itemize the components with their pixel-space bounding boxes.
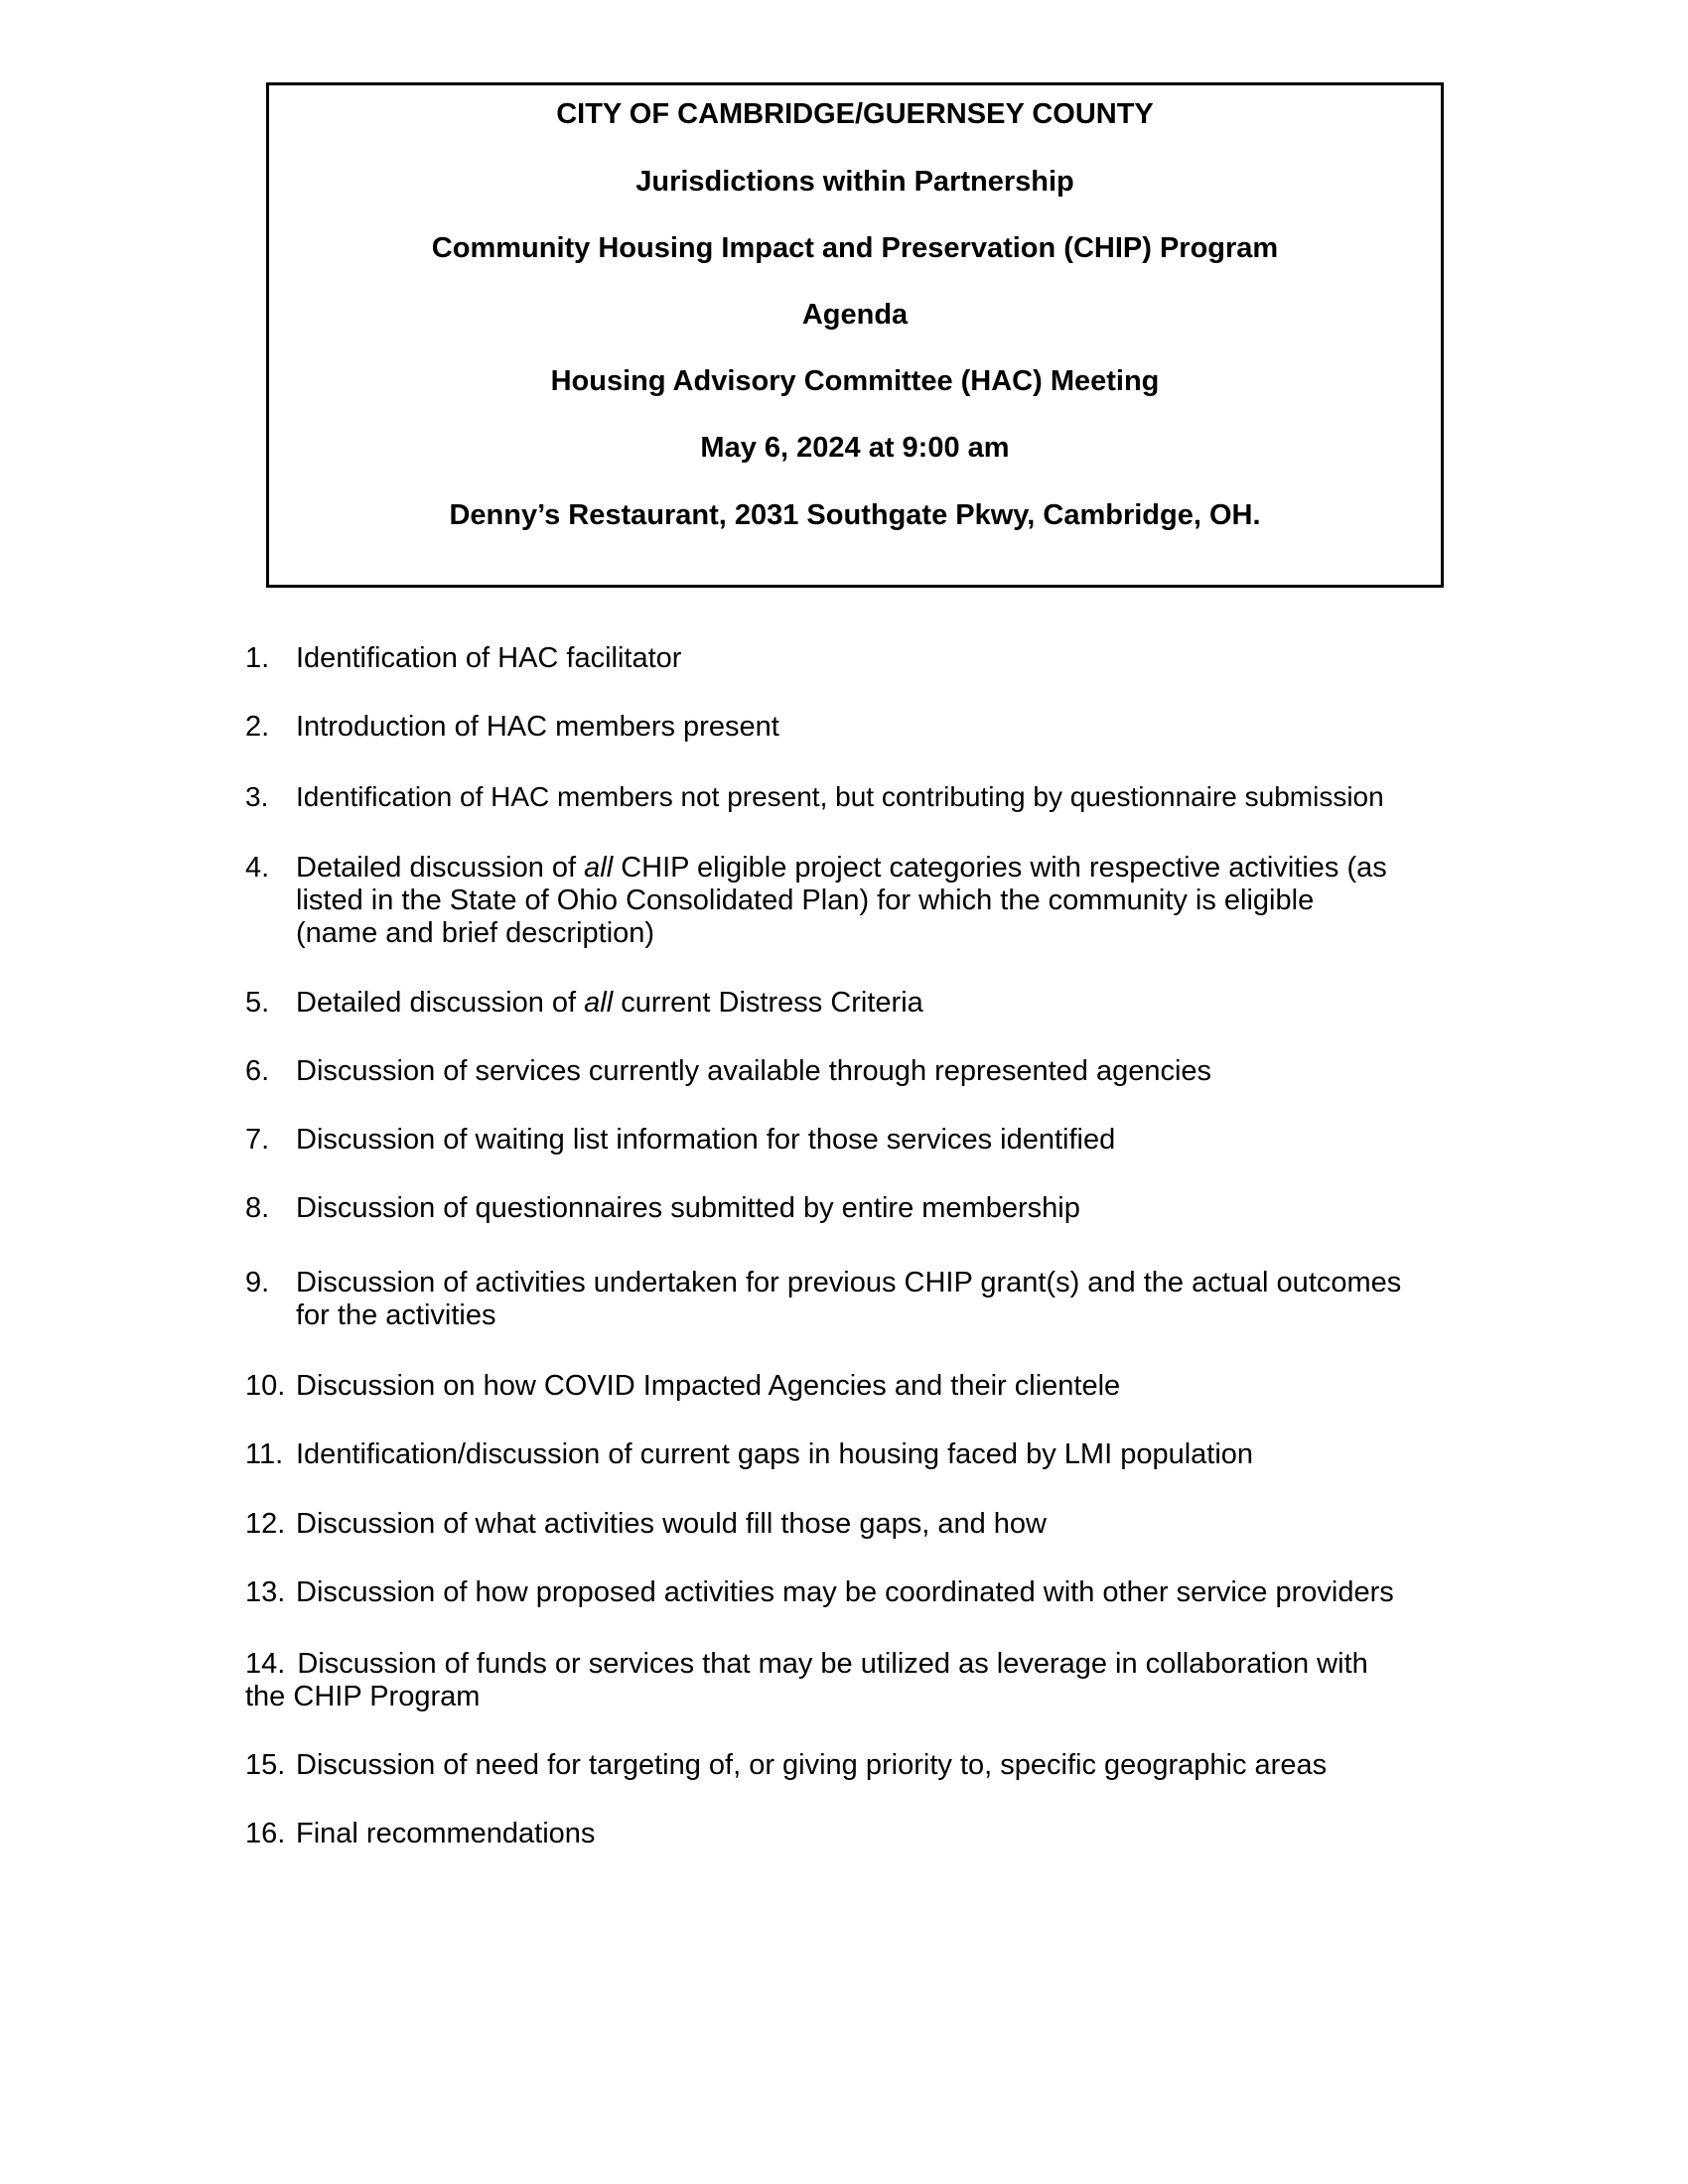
header-program: Community Housing Impact and Preservation (CHIP) Program: [431, 232, 1279, 264]
agenda-item-text: Discussion on how COVID Impacted Agencies and their clientele: [296, 1370, 1121, 1402]
agenda-item-text: [296, 987, 923, 1020]
agenda-item-number: 5.: [245, 987, 270, 1019]
agenda-item-text-line: the CHIP Program: [245, 1681, 481, 1712]
agenda-item-text-line: for the activities: [296, 1299, 496, 1331]
agenda-item-number: 3.: [245, 781, 269, 812]
agenda-item: [245, 1508, 1047, 1541]
agenda-item: [245, 1438, 1253, 1471]
agenda-item-text-line: listed in the State of Ohio Consolidated Plan) for which the community is eligible: [296, 885, 1315, 916]
agenda-item-text: Discussion of need for targeting of, or giving priority to, specific geographic areas: [296, 1749, 1328, 1781]
agenda-item-text: Discussion of funds or services that may be utilized as leverage in collaboration with: [297, 1648, 1368, 1680]
agenda-item-text-before: Detailed discussion of: [296, 987, 585, 1019]
agenda-item: [245, 1192, 1080, 1225]
agenda-item-number: 14.: [245, 1648, 286, 1680]
agenda-item-number: 13.: [245, 1576, 286, 1608]
agenda-item: [245, 1267, 1401, 1332]
header-meeting-name: Housing Advisory Committee (HAC) Meeting: [550, 365, 1160, 397]
agenda-item-text: Discussion of services currently available through represented agencies: [296, 1055, 1212, 1087]
agenda-item-text: Discussion of questionnaires submitted by entire membership: [296, 1192, 1080, 1224]
agenda-item-number: 4.: [245, 852, 270, 884]
meeting-header-box: [266, 82, 1444, 588]
agenda-item: [245, 1818, 595, 1850]
agenda-item-number: 8.: [245, 1192, 270, 1224]
agenda-item-text: Identification of HAC facilitator: [296, 642, 682, 674]
agenda-item-text-after: current Distress Criteria: [613, 987, 923, 1019]
agenda-item-text: Discussion of what activities would fill those gaps, and how: [296, 1508, 1047, 1540]
agenda-item-text-line: [245, 1648, 1465, 1681]
header-agenda-title: Agenda: [801, 299, 909, 331]
agenda-item-text-line: (name and brief description): [296, 917, 655, 949]
agenda-item: [245, 1648, 1465, 1713]
agenda-item-number: 6.: [245, 1055, 270, 1087]
header-date-time: May 6, 2024 at 9:00 am: [700, 432, 1010, 464]
agenda-item-number: 12.: [245, 1508, 286, 1540]
agenda-item: [245, 1124, 1115, 1157]
agenda-item-number: 11.: [245, 1438, 284, 1470]
agenda-item-text-after: CHIP eligible project categories with respective activities (as: [613, 852, 1387, 884]
agenda-item-number: 16.: [245, 1818, 286, 1849]
agenda-item-text: Introduction of HAC members present: [296, 711, 779, 743]
agenda-item-text-line: Discussion of activities undertaken for previous CHIP grant(s) and the actual outcomes: [296, 1267, 1402, 1298]
agenda-item-number: 9.: [245, 1267, 270, 1298]
agenda-item-text: Identification of HAC members not present, but contributing by questionnaire submission: [296, 781, 1384, 812]
agenda-item-number: 15.: [245, 1749, 286, 1781]
agenda-item: [245, 711, 779, 744]
agenda-item-emphasis: all: [584, 852, 614, 884]
agenda-item: [245, 1055, 1211, 1088]
agenda-item-text-before: Detailed discussion of: [296, 852, 585, 884]
agenda-item: [245, 987, 923, 1020]
agenda-item-number: 10.: [245, 1370, 286, 1402]
agenda-item-number: 2.: [245, 711, 270, 743]
header-location: Denny’s Restaurant, 2031 Southgate Pkwy, Cambridge, OH.: [449, 499, 1261, 531]
agenda-item-text: Final recommendations: [296, 1818, 596, 1849]
agenda-item-emphasis: all: [584, 987, 614, 1019]
agenda-item: [245, 780, 1384, 813]
agenda-item-number: 7.: [245, 1124, 270, 1156]
agenda-item-text: Discussion of how proposed activities may be coordinated with other service providers: [296, 1576, 1394, 1608]
header-city-county: CITY OF CAMBRIDGE/GUERNSEY COUNTY: [556, 98, 1154, 130]
agenda-item: [245, 852, 1387, 950]
agenda-item-text: Identification/discussion of current gaps in housing faced by LMI population: [296, 1438, 1254, 1470]
agenda-item: [245, 1576, 1394, 1609]
agenda-item: [245, 1749, 1327, 1782]
agenda-item-number: 1.: [245, 642, 270, 674]
agenda-item-text-line: [296, 852, 1387, 885]
header-jurisdictions: Jurisdictions within Partnership: [635, 166, 1074, 198]
agenda-item: [245, 642, 681, 675]
agenda-item: [245, 1370, 1120, 1403]
agenda-item-text: Discussion of waiting list information for those services identified: [296, 1124, 1116, 1156]
